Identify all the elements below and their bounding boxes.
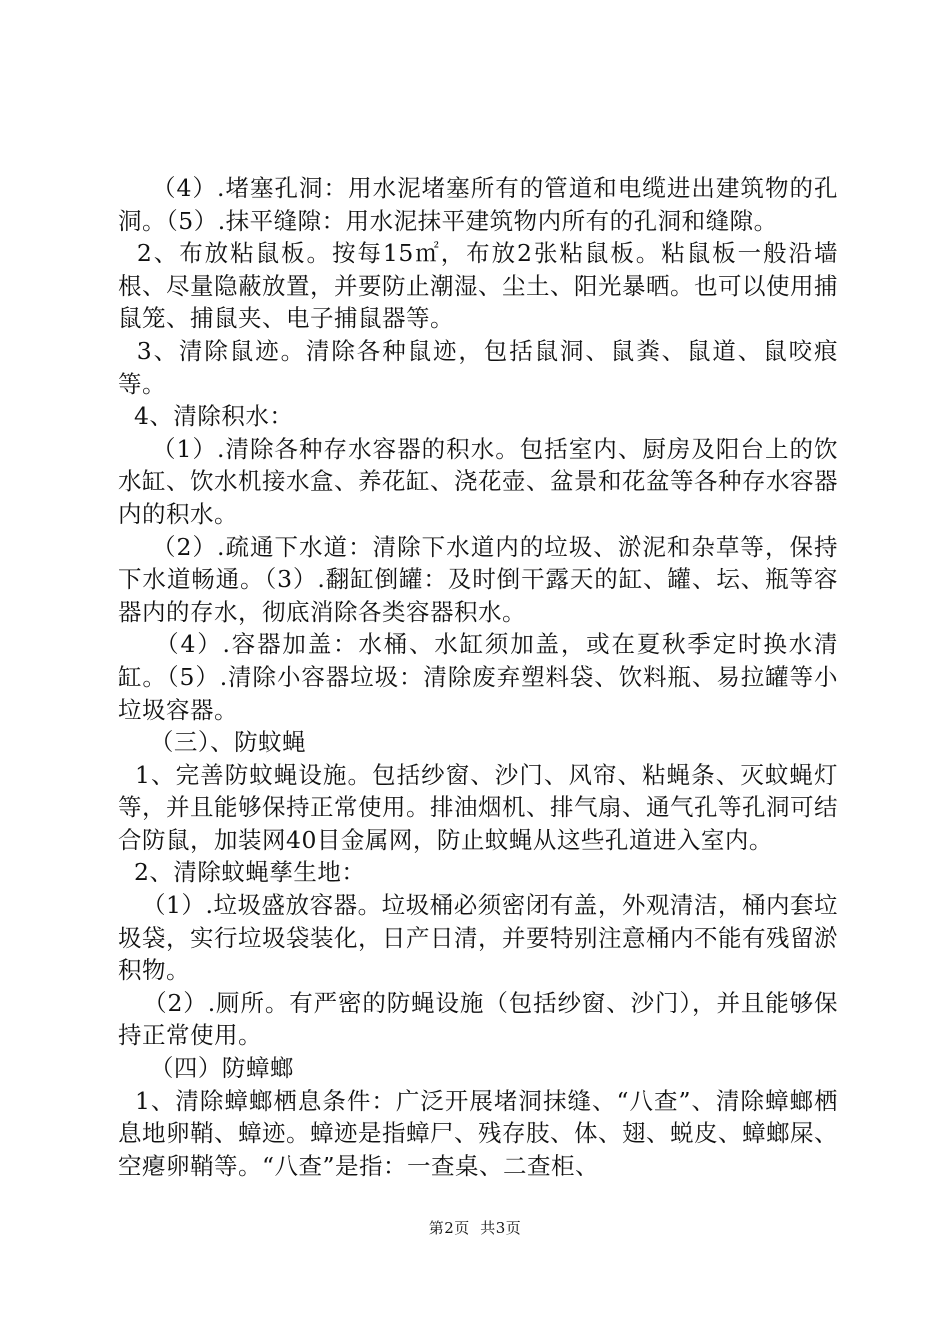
page-number-footer: 第2页 共3页 [428, 1219, 522, 1237]
paragraph-rat-traces: 3、清除鼠迹。清除各种鼠迹，包括鼠洞、鼠粪、鼠道、鼠咬痕等。 [118, 336, 838, 398]
paragraph-anti-mosquito-facilities: 1、完善防蚊蝇设施。包括纱窗、沙门、风帘、粘蝇条、灭蚊蝇灯等，并且能够保持正常使用。排油烟机、排气扇、通气孔等孔洞可结合防鼠，加装网40目金属网，防止蚊蝇从这些孔道进入室内。 [118, 760, 838, 854]
paragraph-toilets: （2）.厕所。有严密的防蝇设施（包括纱窗、沙门），并且能够保持正常使用。 [118, 988, 838, 1050]
section-heading-cockroach: （四）防蟑螂 [118, 1054, 294, 1083]
paragraph-garbage-containers: （1）.垃圾盛放容器。垃圾桶必须密闭有盖，外观清洁，桶内套垃圾袋，实行垃圾袋装化，日产日清，并要特别注意桶内不能有残留淤积物。 [118, 891, 838, 985]
paragraph-sewer: （2）.疏通下水道：清除下水道内的垃圾、淤泥和杂草等，保持下水道畅通。（3）.翻缸倒罐：及时倒干露天的缸、罐、坛、瓶等容器内的存水，彻底消除各类容器积水。 [118, 532, 838, 626]
paragraph-cockroach-habitat: 1、清除蟑螂栖息条件：广泛开展堵洞抹缝、“八查”、清除蟑螂栖息地卵鞘、蟑迹。蟑迹是指蟑尸、残存肢、体、翅、蜕皮、蟑螂屎、空瘪卵鞘等。“八查”是指：一查桌、二查柜、 [118, 1086, 838, 1180]
paragraph-block-holes: （4）.堵塞孔洞：用水泥堵塞所有的管道和电缆进出建筑物的孔洞。（5）.抹平缝隙：用水泥抹平建筑物内所有的孔洞和缝隙。 [118, 174, 838, 235]
paragraph-water-containers: （1）.清除各种存水容器的积水。包括室内、厨房及阳台上的饮水缸、饮水机接水盒、养花缸、浇花壶、盆景和花盆等各种存水容器内的积水。 [118, 434, 838, 528]
section-heading-mosquito-fly: （三）、防蚊蝇 [118, 728, 307, 757]
document-body [118, 172, 838, 1182]
paragraph-container-lids: （4）.容器加盖：水桶、水缸须加盖，或在夏秋季定时换水清缸。（5）.清除小容器垃圾：清除废弃塑料袋、饮料瓶、易拉罐等小垃圾容器。 [118, 630, 838, 724]
paragraph-standing-water-heading: 4、清除积水： [118, 402, 294, 431]
paragraph-glue-board: 2、布放粘鼠板。按每15㎡，布放2张粘鼠板。粘鼠板一般沿墙根、尽量隐蔽放置，并要防止潮湿、尘土、阳光暴晒。也可以使用捕鼠笼、捕鼠夹、电子捕鼠器等。 [118, 239, 838, 333]
paragraph-breeding-sites-heading: 2、清除蚊蝇孳生地： [118, 858, 366, 887]
